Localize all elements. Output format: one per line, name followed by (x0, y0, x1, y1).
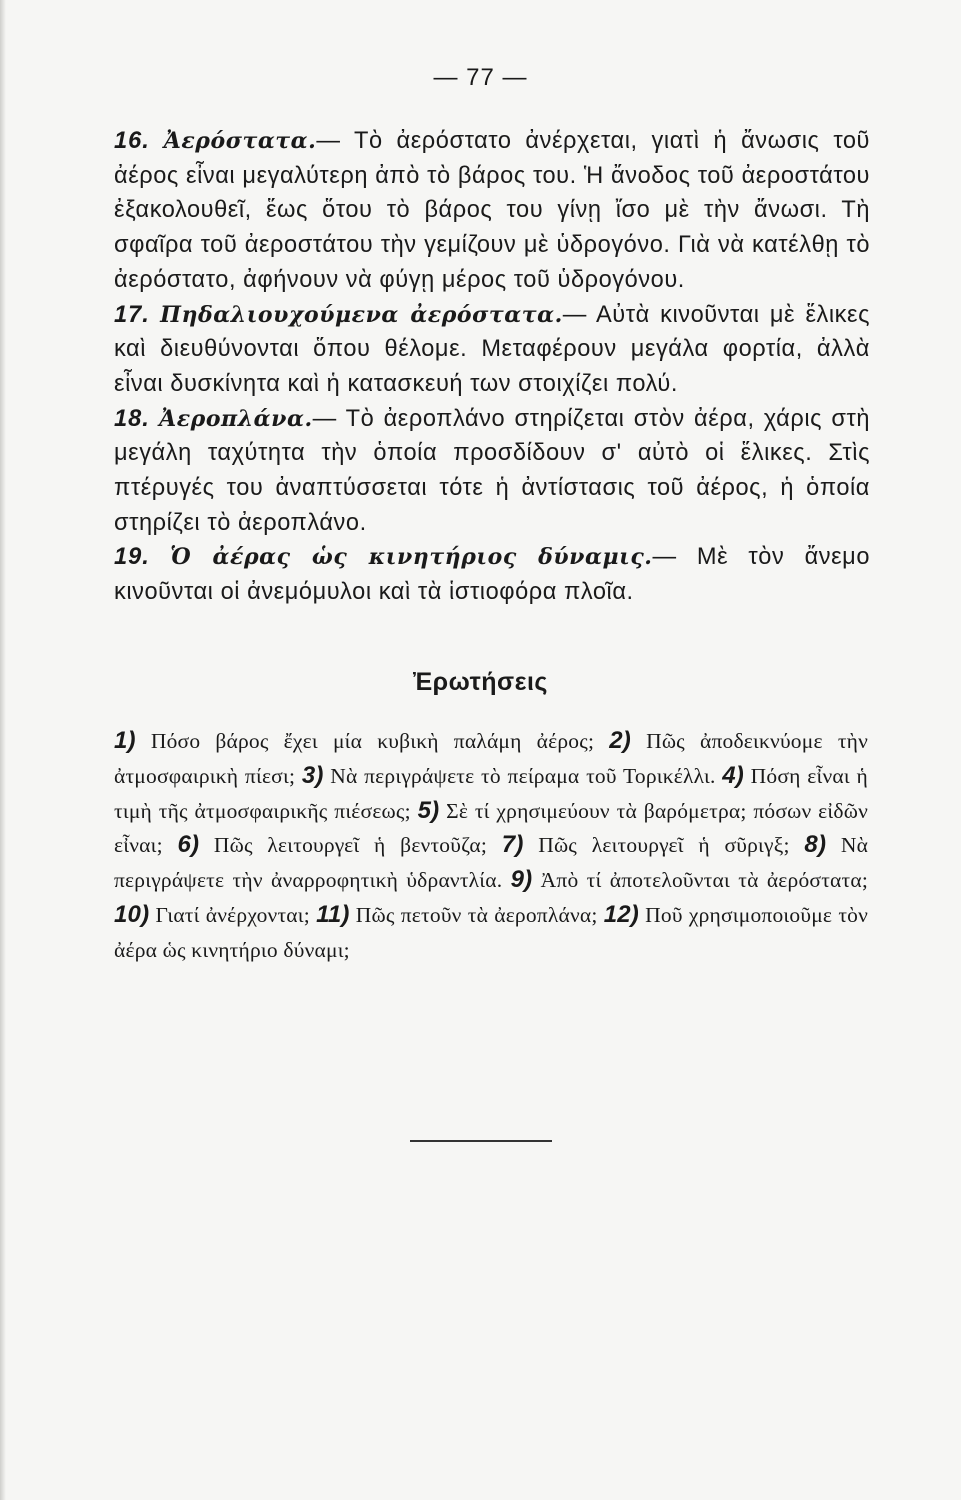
paragraph-heading: Ἀεροπλάνα. (159, 405, 313, 432)
question-text: Νὰ περιγράψετε τὴν ἀναρροφητικὴ ὑδραντλία. (114, 833, 869, 893)
question-text: Πῶς πετοῦν τὰ ἀεροπλάνα; (355, 902, 598, 927)
page-number: — 77 — (433, 64, 528, 91)
question-text: Ποῦ χρησιμοποιοῦμε τὸν ἀέρα ὡς κινητήριο δύναμι; (114, 902, 869, 962)
questions-block (114, 724, 868, 968)
question-text: Ἀπὸ τί ἀποτελοῦνται τὰ ἀερόστατα; (540, 868, 868, 893)
paragraph-18 (114, 402, 870, 541)
paragraph-heading: Πηδαλιουχούμενα ἀερόστατα. (160, 301, 563, 328)
questions-title: Ἐρωτήσεις (413, 668, 548, 696)
paragraph-text: — Τὸ ἀεροπλάνο στηρίζεται στὸν ἀέρα, χάρις στὴ μεγάλη ταχύτητα τὴν ὁποία προσδίδουν σ' αὐτὸ οἱ ἕλικες. Στὶς πτέρυγές του ἀναπτύσσεται τότε ἡ ἀντίστασις τοῦ ἀέρος, ἡ ὁποία στηρίζει τὸ ἀεροπλάνο. (114, 405, 870, 536)
body-text (114, 124, 870, 610)
question-text: Πῶς λειτουργεῖ ἡ σῦριγξ; (538, 833, 790, 858)
question-number: 9) (510, 866, 533, 894)
question-number: 4) (722, 761, 744, 789)
question-number: 1) (114, 727, 136, 754)
end-rule (410, 1140, 552, 1142)
paragraph-heading: Ὁ ἀέρας ὡς κινητήριος δύναμις. (170, 544, 653, 571)
question-text: Πόσο βάρος ἔχει μία κυβικὴ παλάμη ἀέρος; (150, 729, 595, 753)
paragraph-text: — Αὐτὰ κινοῦνται μὲ ἕλικες καὶ διευθύνονται ὅπου θέλομε. Μεταφέρουν μεγάλα φορτία, ἀλλὰ εἶναι δυσκίνητα καὶ ἡ κατασκευή των στοιχίζει πολύ. (114, 301, 870, 397)
question-number: 5) (417, 796, 440, 824)
question-number: 10) (114, 900, 150, 928)
paragraph-16 (114, 124, 870, 298)
question-number: 7) (501, 831, 524, 859)
paragraph-number: 16. (114, 128, 150, 154)
question-number: 6) (177, 831, 200, 859)
question-number: 2) (609, 727, 631, 754)
question-text: Πῶς λειτουργεῖ ἡ βεντοῦζα; (213, 833, 488, 858)
question-number: 12) (603, 900, 639, 928)
paragraph-number: 19. (114, 544, 150, 571)
question-text: Πῶς ἀποδεικνύομε τὴν ἀτμοσφαιρικὴ πίεσι; (114, 729, 869, 788)
question-number: 3) (301, 761, 324, 789)
question-text: Γιατί ἀνέρχονται; (155, 902, 310, 927)
question-number: 8) (804, 831, 827, 859)
paragraph-heading: Ἀερόστατα. (163, 128, 317, 154)
question-text: Πόση εἶναι ἡ τιμὴ τῆς ἀτμοσφαιρικῆς πιέσεως; (114, 763, 868, 823)
paragraph-number: 17. (114, 301, 150, 328)
paragraph-text: — Μὲ τὸν ἄνεμο κινοῦνται οἱ ἀνεμόμυλοι καὶ τὰ ἱστιοφόρα πλοῖα. (114, 544, 870, 606)
paragraph-text: — Τὸ ἀερόστατο ἀνέρχεται, γιατὶ ἡ ἄνωσις τοῦ ἀέρος εἶναι μεγαλύτερη ἀπὸ τὸ βάρος του. Ἡ ἄνοδος τοῦ ἀεροστάτου ἐξακολουθεῖ, ἕως ὅτου τὸ βάρος του γίνῃ ἴσο μὲ τὴν ἄνωσι. Τὴ σφαῖρα τοῦ ἀεροστάτου τὴν γεμίζουν μὲ ὑδρογόνο. Γιὰ νὰ κατέλθῃ τὸ ἀερόστατο, ἀφήνουν νὰ φύγῃ μέρος τοῦ ὑδρογόνου. (114, 128, 871, 293)
paragraph-19 (114, 540, 870, 609)
paragraph-17 (114, 298, 870, 402)
question-text: Νὰ περιγράψετε τὸ πείραμα τοῦ Τορικέλλι. (330, 763, 716, 788)
question-number: 11) (316, 900, 350, 928)
question-text: Σὲ τί χρησιμεύουν τὰ βαρόμετρα; πόσων εἰδῶν εἶναι; (114, 798, 868, 858)
page-edge-shadow (0, 0, 6, 1500)
paragraph-number: 18. (114, 405, 150, 432)
